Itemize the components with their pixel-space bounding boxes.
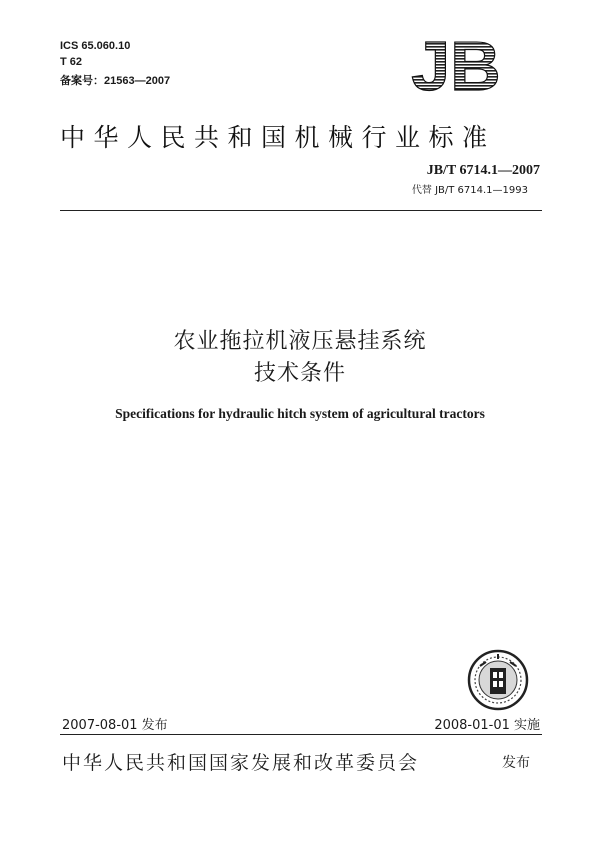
top-divider	[60, 210, 542, 211]
implementation-date: 2008-01-01 实施	[434, 718, 540, 733]
jb-logo	[402, 28, 510, 100]
title-chinese-line2: 技术条件	[253, 361, 346, 386]
title-english: Specifications for hydraulic hitch system of agricultural tractors	[115, 406, 485, 421]
industry-standard-title: 中华人民共和国机械行业标准	[60, 123, 496, 152]
bottom-divider	[60, 734, 542, 735]
jb-logo-text: JB	[411, 28, 501, 100]
standard-number: JB/T 6714.1—2007	[426, 163, 540, 178]
issuing-authority: 中华人民共和国国家发展和改革委员会	[62, 752, 420, 774]
replaces-standard: 代替 JB/T 6714.1—1993	[411, 185, 528, 196]
filing-number: 备案号：21563—2007	[60, 75, 171, 87]
issuing-authority-suffix: 发布	[502, 755, 530, 771]
issue-date: 2007-08-01 发布	[62, 718, 168, 733]
publisher-emblem-icon	[466, 648, 530, 712]
classification-code: T 62	[60, 56, 83, 68]
title-chinese-line1: 农业拖拉机液压悬挂系统	[173, 329, 427, 354]
ics-code: ICS 65.060.10	[60, 40, 131, 52]
